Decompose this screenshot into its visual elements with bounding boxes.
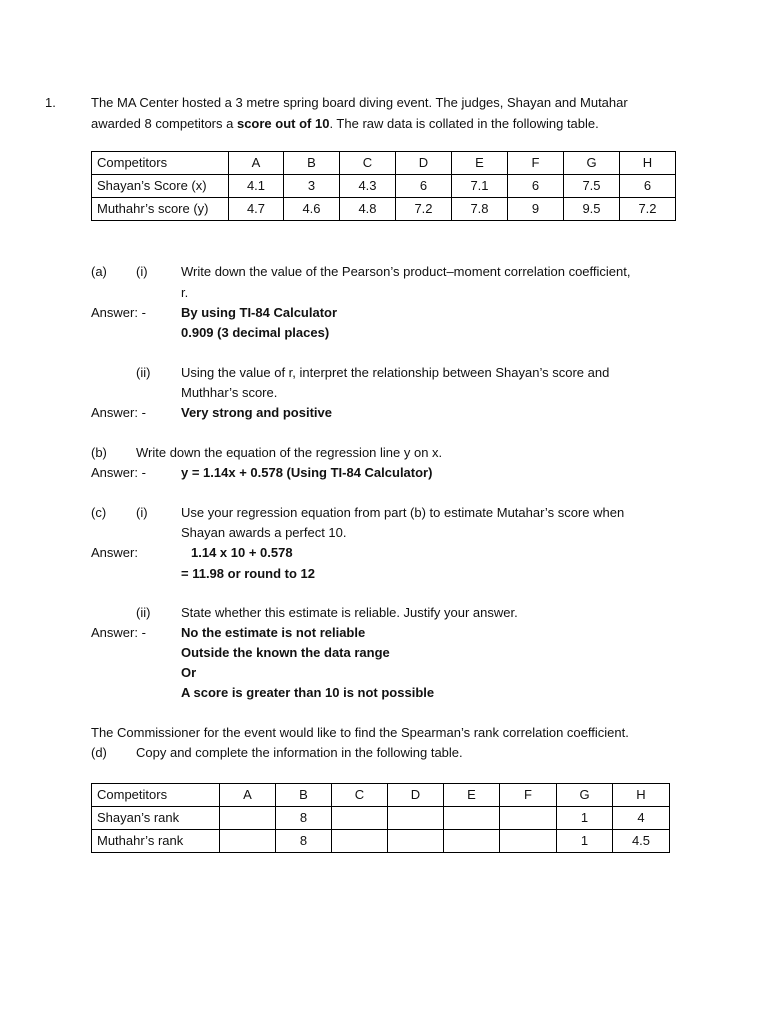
intro-text-post: . The raw data is collated in the following table.: [329, 116, 599, 131]
part-c-ii-answer-line4: A score is greater than 10 is not possible: [181, 685, 435, 700]
intro-text-pre: awarded 8 competitors a: [91, 116, 237, 131]
table-header-cell: G: [557, 784, 613, 807]
part-b-answer: y = 1.14x + 0.578 (Using TI-84 Calculator): [181, 465, 433, 480]
table-cell: 8: [276, 807, 332, 830]
part-c-i-text-line1: Use your regression equation from part (b) to estimate Mutahar’s score when: [181, 505, 625, 520]
table-cell: 7.1: [452, 175, 508, 198]
table-cell: 7.5: [564, 175, 620, 198]
table-cell: 4.6: [284, 198, 340, 221]
table-cell: 7.8: [452, 198, 508, 221]
table-cell: 8: [276, 830, 332, 853]
table-header-cell: G: [564, 152, 620, 175]
table-cell: [388, 830, 444, 853]
part-d-label: (d): [91, 745, 107, 760]
part-c-label: (c): [91, 505, 107, 520]
part-a-ii-text-line2: Muthhar’s score.: [181, 385, 278, 400]
table-cell: 9.5: [564, 198, 620, 221]
part-c-ii-text: State whether this estimate is reliable. Justify your answer.: [181, 605, 518, 620]
question-number: 1.: [45, 95, 56, 110]
table-header-cell: F: [508, 152, 564, 175]
part-d-intro: The Commissioner for the event would like to find the Spearman’s rank correlation coefficient.: [91, 725, 629, 740]
table-cell: 4.8: [340, 198, 396, 221]
scores-table-header-row: [92, 152, 676, 175]
part-c-ii-answer-line3: Or: [181, 665, 197, 680]
table-row: [92, 830, 670, 853]
part-c-i-text-line2: Shayan awards a perfect 10.: [181, 525, 347, 540]
table-cell: [388, 807, 444, 830]
table-cell: Muthahr’s rank: [92, 830, 220, 853]
table-header-cell: E: [452, 152, 508, 175]
part-a-i-answer-line1: By using TI-84 Calculator: [181, 305, 338, 320]
part-c-ii-label: (ii): [136, 605, 151, 620]
table-header-cell: D: [388, 784, 444, 807]
part-c-i-answer-line1: 1.14 x 10 + 0.578: [191, 545, 293, 560]
table-cell: 7.2: [620, 198, 676, 221]
part-a-ii-text-line1: Using the value of r, interpret the relationship between Shayan’s score and: [181, 365, 610, 380]
table-header-cell: B: [284, 152, 340, 175]
table-cell: [500, 830, 557, 853]
table-row: [92, 175, 676, 198]
table-cell: 3: [284, 175, 340, 198]
table-cell: [444, 830, 500, 853]
part-a-i-answer-label: Answer: -: [91, 305, 146, 320]
intro-text-bold: score out of 10: [236, 116, 330, 131]
part-a-label: (a): [91, 264, 107, 279]
scores-table: [91, 151, 676, 221]
table-cell: 4.1: [229, 175, 284, 198]
table-header-cell: F: [500, 784, 557, 807]
table-row: [92, 198, 676, 221]
table-cell: 4.3: [340, 175, 396, 198]
table-header-cell: C: [332, 784, 388, 807]
question-intro-line1: The MA Center hosted a 3 metre spring board diving event. The judges, Shayan and Mutahar: [91, 95, 628, 110]
part-c-ii-answer-line1: No the estimate is not reliable: [181, 625, 366, 640]
table-cell: 4.7: [229, 198, 284, 221]
table-cell: 1: [557, 830, 613, 853]
part-c-i-answer-label: Answer:: [91, 545, 138, 560]
part-a-i-text-line1: Write down the value of the Pearson’s product–moment correlation coefficient,: [181, 264, 631, 279]
table-header-cell: A: [220, 784, 276, 807]
table-row: [92, 807, 670, 830]
table-cell: 4: [613, 807, 670, 830]
table-cell: 7.2: [396, 198, 452, 221]
table-cell: 6: [508, 175, 564, 198]
table-cell: 4.5: [613, 830, 670, 853]
table-cell: [444, 807, 500, 830]
table-cell: 6: [396, 175, 452, 198]
table-header-cell: B: [276, 784, 332, 807]
table-cell: 9: [508, 198, 564, 221]
table-header-cell: Competitors: [92, 152, 229, 175]
part-b-answer-label: Answer: -: [91, 465, 146, 480]
ranks-table-header-row: [92, 784, 670, 807]
part-a-ii-label: (ii): [136, 365, 151, 380]
table-cell: [500, 807, 557, 830]
table-header-cell: H: [620, 152, 676, 175]
table-cell: 1: [557, 807, 613, 830]
table-header-cell: H: [613, 784, 670, 807]
table-cell: Muthahr’s score (y): [92, 198, 229, 221]
part-c-ii-answer-label: Answer: -: [91, 625, 146, 640]
table-header-cell: A: [229, 152, 284, 175]
table-cell: [332, 830, 388, 853]
part-a-ii-answer: Very strong and positive: [181, 405, 332, 420]
part-b-text: Write down the equation of the regression line y on x.: [136, 445, 443, 460]
table-cell: Shayan’s rank: [92, 807, 220, 830]
table-header-cell: C: [340, 152, 396, 175]
ranks-table: [91, 783, 670, 853]
table-cell: Shayan’s Score (x): [92, 175, 229, 198]
table-header-cell: Competitors: [92, 784, 220, 807]
part-b-label: (b): [91, 445, 107, 460]
part-c-i-label: (i): [136, 505, 148, 520]
question-intro-line2: [91, 114, 599, 134]
part-a-ii-answer-label: Answer: -: [91, 405, 146, 420]
part-a-i-answer-line2: 0.909 (3 decimal places): [181, 325, 330, 340]
part-d-text: Copy and complete the information in the following table.: [136, 745, 463, 760]
table-cell: [220, 830, 276, 853]
part-a-i-text-line2: r.: [181, 285, 189, 300]
table-cell: [220, 807, 276, 830]
table-header-cell: E: [444, 784, 500, 807]
table-cell: 6: [620, 175, 676, 198]
table-header-cell: D: [396, 152, 452, 175]
part-c-i-answer-line2: = 11.98 or round to 12: [181, 566, 316, 581]
part-c-ii-answer-line2: Outside the known the data range: [181, 645, 390, 660]
table-cell: [332, 807, 388, 830]
part-a-i-label: (i): [136, 264, 148, 279]
